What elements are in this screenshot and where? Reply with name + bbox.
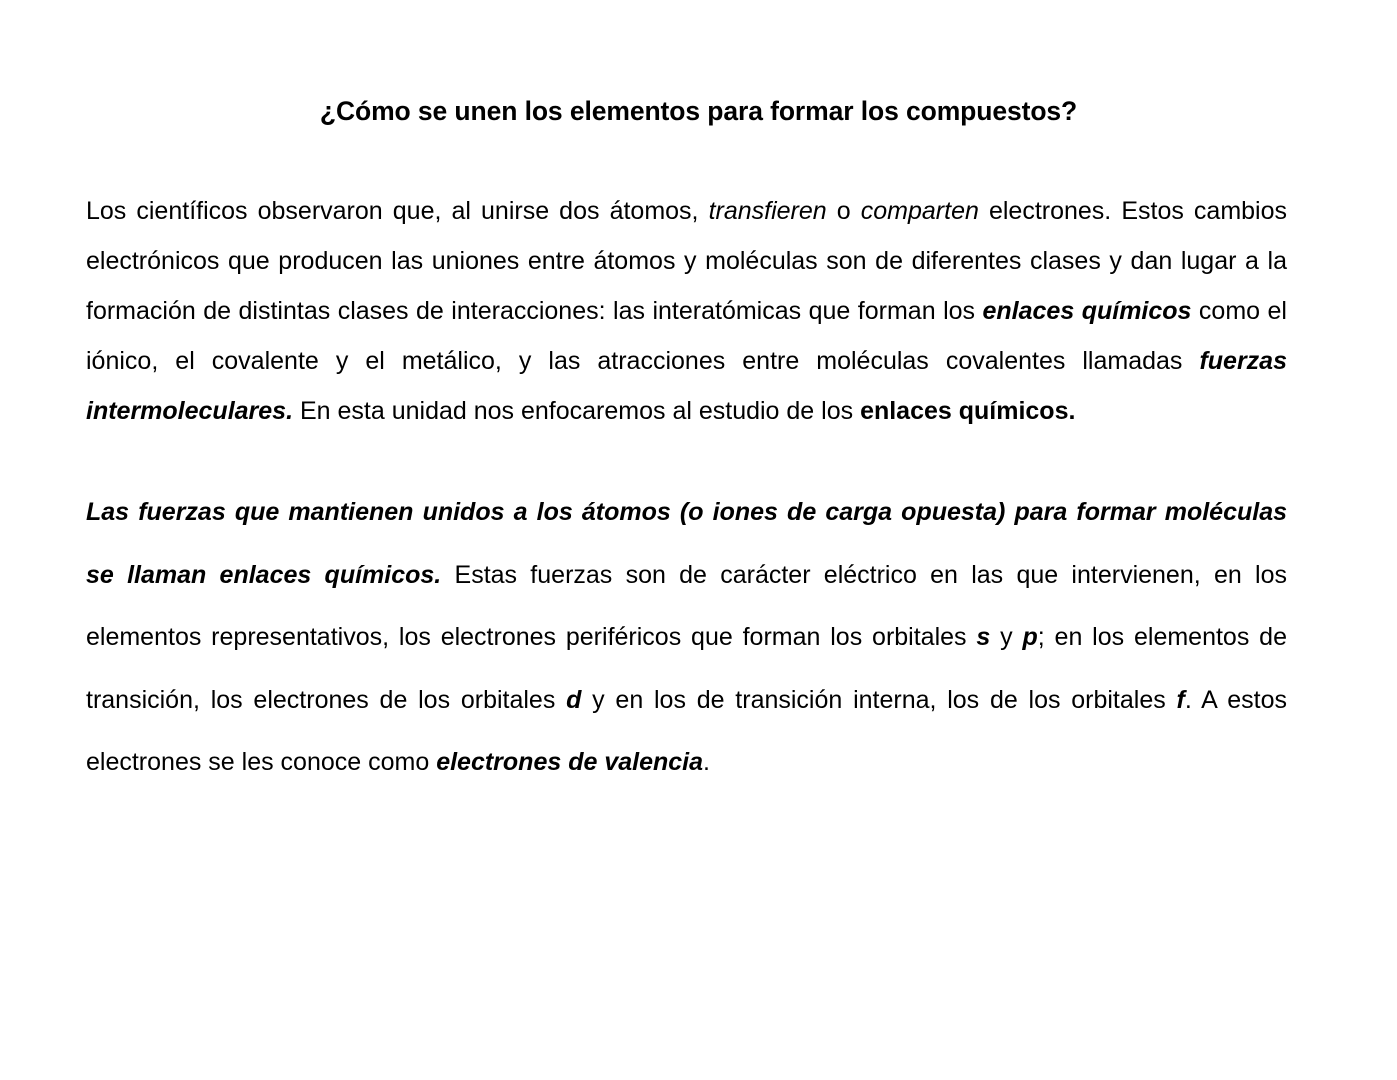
run-orbital-d: d <box>566 685 582 714</box>
run-text: . <box>703 748 710 777</box>
run-emphasis-enlaces-quimicos: enlaces químicos <box>982 297 1192 326</box>
run-text: Estas fuerzas son de carácter eléctrico en las que intervienen, en los elementos representativos, los electrones periféricos que forman los orbitales <box>86 560 1287 652</box>
run-definition-enlaces-quimicos: Las fuerzas que mantienen unidos a los átomos (o iones de carga opuesta) para formar moléculas se llaman enlaces químicos. <box>86 498 1287 589</box>
run-orbital-p: p <box>1022 623 1038 652</box>
run-text: . A estos electrones se les conoce como <box>86 685 1287 777</box>
run-text: ; en los elementos de transición, los electrones de los orbitales <box>86 623 1287 714</box>
run-emphasis-fuerzas-intermoleculares: fuerzas intermoleculares. <box>86 347 1287 426</box>
paragraph-2 <box>86 481 1287 794</box>
run-emphasis-transfieren: transfieren <box>708 197 827 226</box>
run-emphasis-electrones-de-valencia: electrones de valencia <box>436 748 703 777</box>
run-text: o <box>826 197 861 226</box>
run-emphasis-comparten: comparten <box>860 197 979 226</box>
document-body <box>86 186 1287 794</box>
run-text: Los científicos observaron que, al unirse dos átomos, <box>86 197 709 226</box>
run-text: y en los de transición interna, los de los orbitales <box>581 685 1177 714</box>
page-title: ¿Cómo se unen los elementos para formar los compuestos? <box>319 96 1078 126</box>
run-text: En esta unidad nos enfocaremos al estudio de los <box>293 397 861 426</box>
run-orbital-s: s <box>976 623 991 652</box>
run-text: y <box>990 623 1023 652</box>
run-orbital-f: f <box>1176 685 1185 714</box>
run-emphasis-enlaces-quimicos-end: enlaces químicos. <box>860 397 1076 426</box>
run-text: como el iónico, el covalente y el metálico, y las atracciones entre moléculas covalentes llamadas <box>86 297 1287 376</box>
paragraph-1 <box>86 186 1287 436</box>
run-text: electrones. Estos cambios electrónicos que producen las uniones entre átomos y moléculas son de diferentes clases y dan lugar a la formación de distintas clases de interacciones: las interatómicas que forman los <box>86 197 1288 326</box>
